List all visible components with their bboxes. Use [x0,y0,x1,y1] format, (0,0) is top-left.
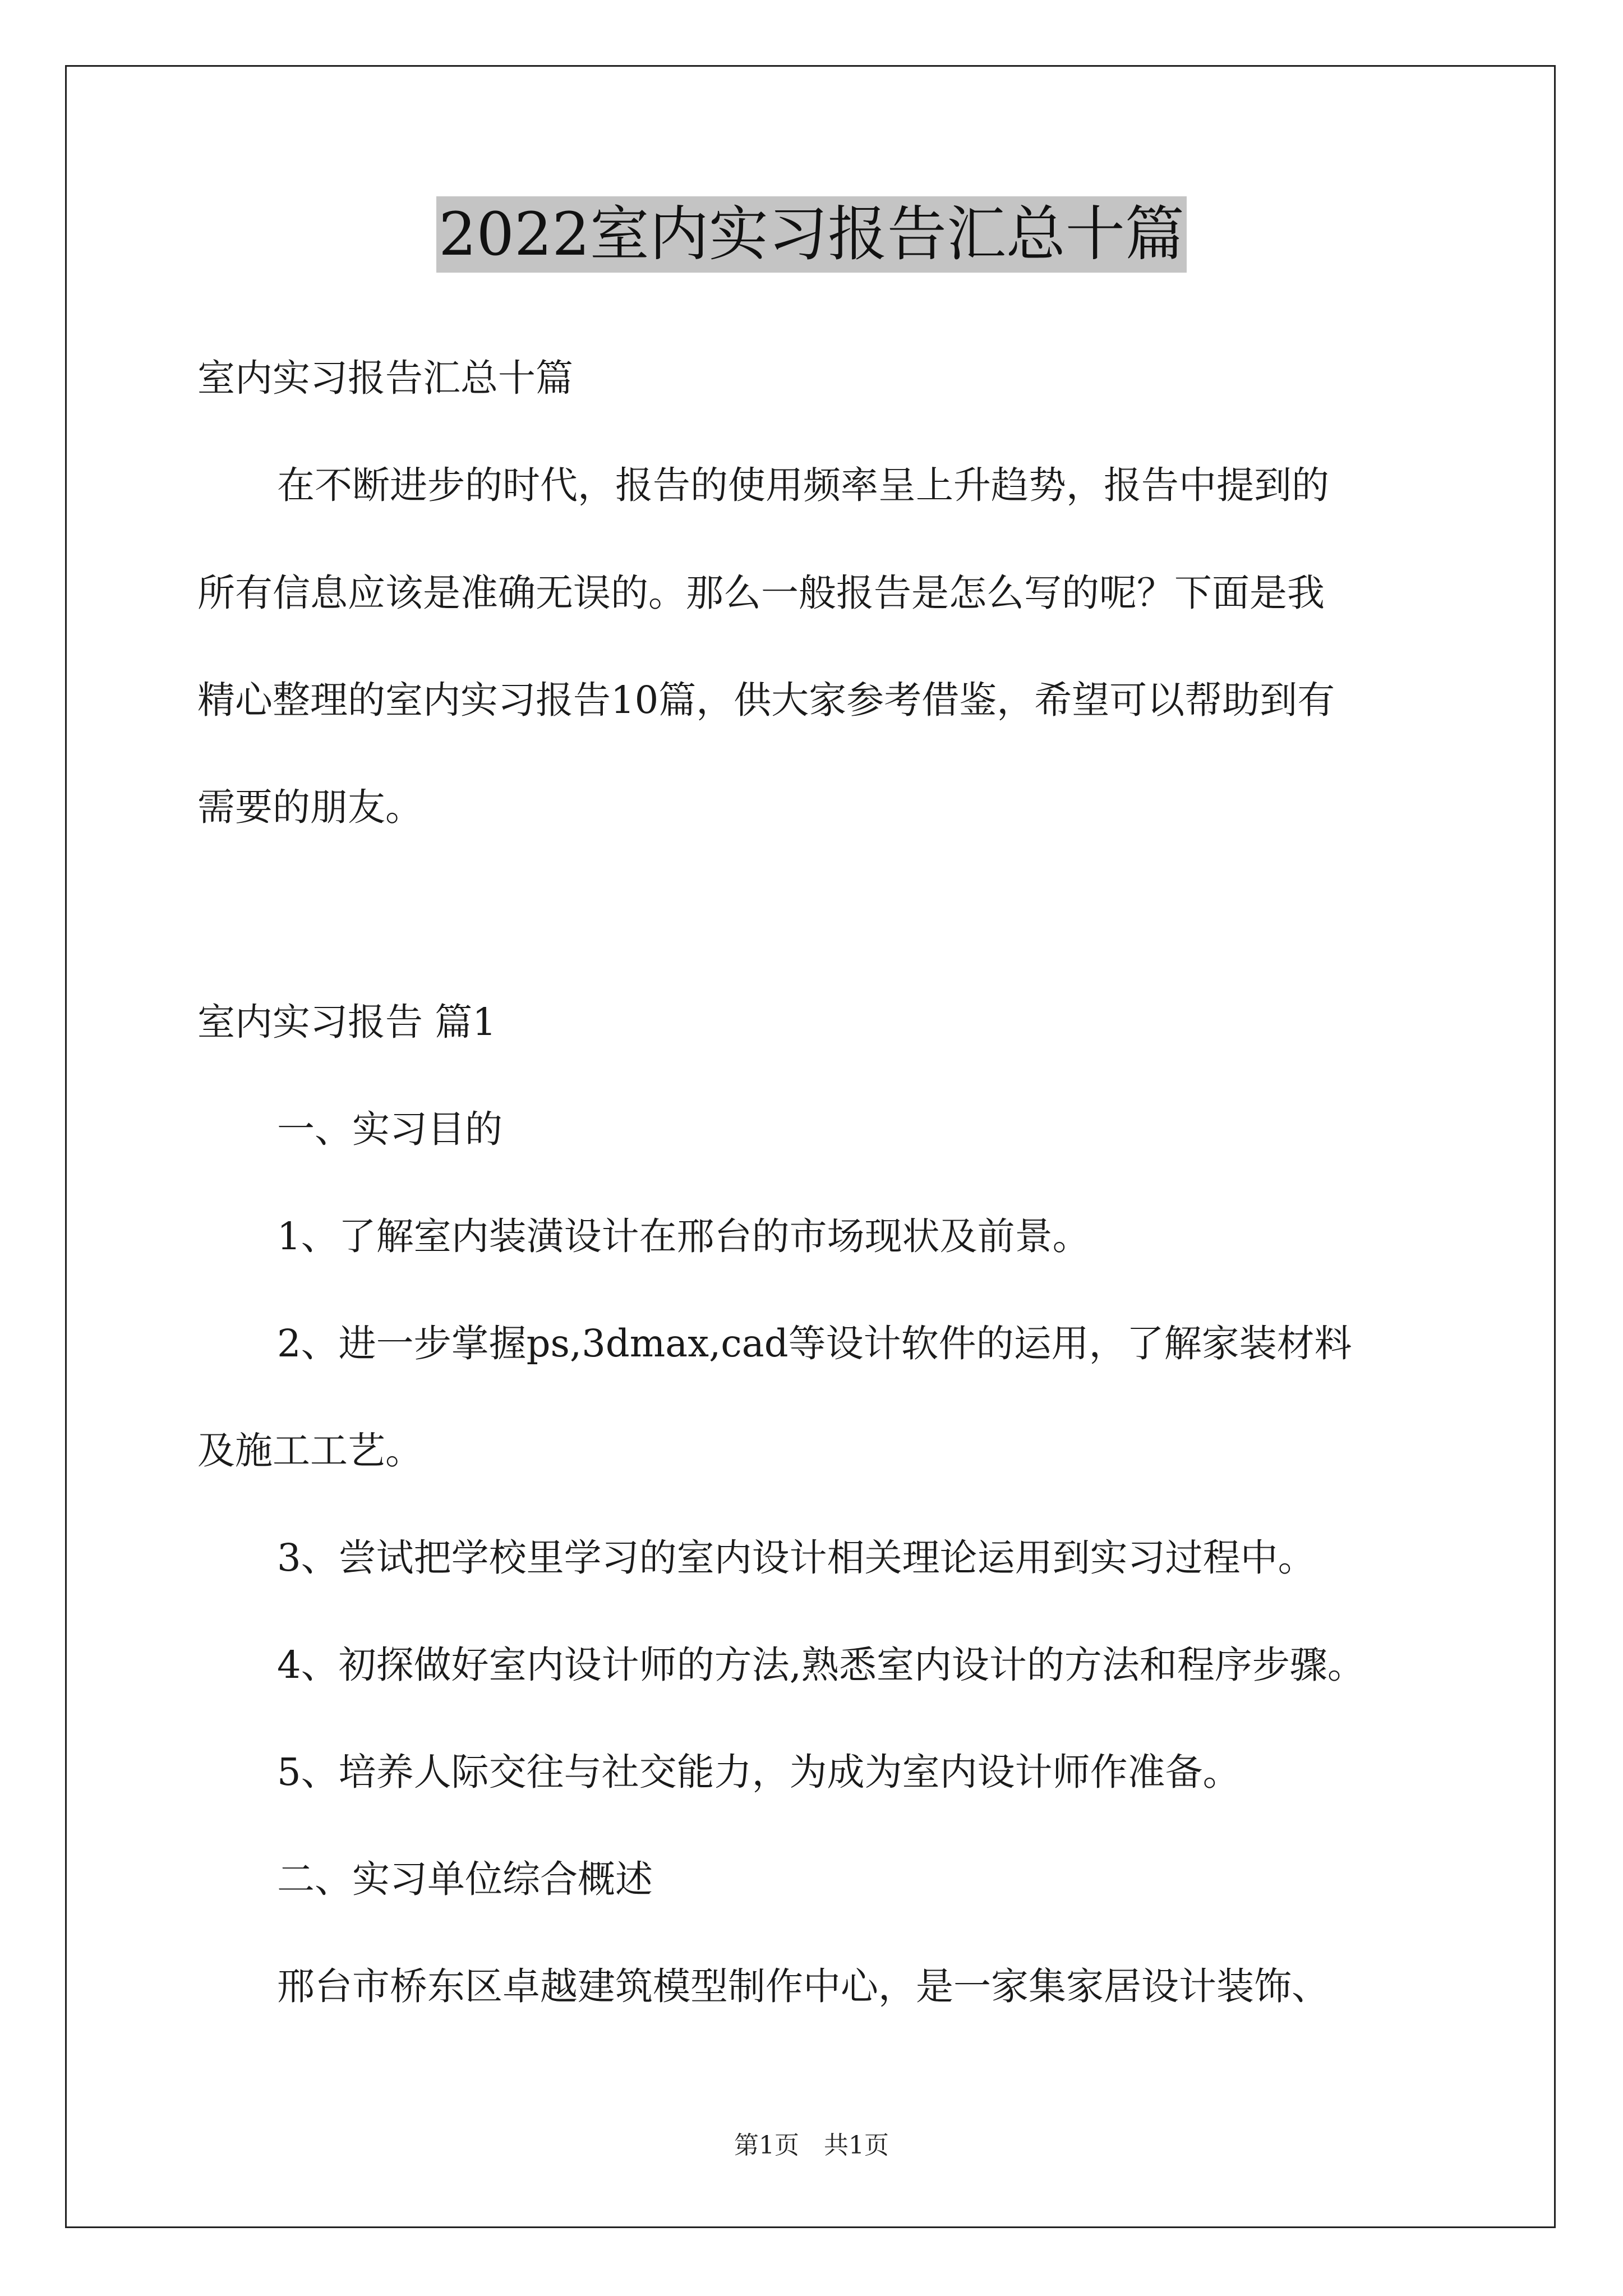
intro-line-1: 在不断进步的时代，报告的使用频率呈上升趋势，报告中提到的 [277,463,1329,507]
intro-line-3: 精心整理的室内实习报告10篇，供大家参考借鉴，希望可以帮助到有 [197,678,1335,722]
body-line-5: 3、尝试把学校里学习的室内设计相关理论运用到实习过程中。 [277,1536,1316,1580]
intro-line-4: 需要的朋友。 [197,785,423,829]
body-line-8: 二、实习单位综合概述 [277,1857,653,1901]
section-heading: 室内实习报告 篇1 [197,1000,496,1044]
body-line-2: 1、了解室内装潢设计在邢台的市场现状及前景。 [277,1214,1090,1258]
page-footer: 第1页 共1页 [734,2131,889,2160]
body-line-9: 邢台市桥东区卓越建筑模型制作中心，是一家集家居设计装饰、 [277,1964,1329,2008]
body-line-4: 及施工工艺。 [197,1429,423,1473]
document-title: 2022室内实习报告汇总十篇 [436,196,1187,273]
body-line-1: 一、实习目的 [277,1107,502,1151]
document-subtitle: 室内实习报告汇总十篇 [197,356,573,400]
body-line-3: 2、进一步掌握ps,3dmax,cad等设计软件的运用，了解家装材料 [277,1322,1352,1365]
body-line-7: 5、培养人际交往与社交能力，为成为室内设计师作准备。 [277,1750,1241,1794]
intro-line-2: 所有信息应该是准确无误的。那么一般报告是怎么写的呢？下面是我 [197,571,1325,615]
title-container [0,196,1623,273]
body-line-6: 4、初探做好室内设计师的方法,熟悉室内设计的方法和程序步骤。 [277,1643,1365,1687]
